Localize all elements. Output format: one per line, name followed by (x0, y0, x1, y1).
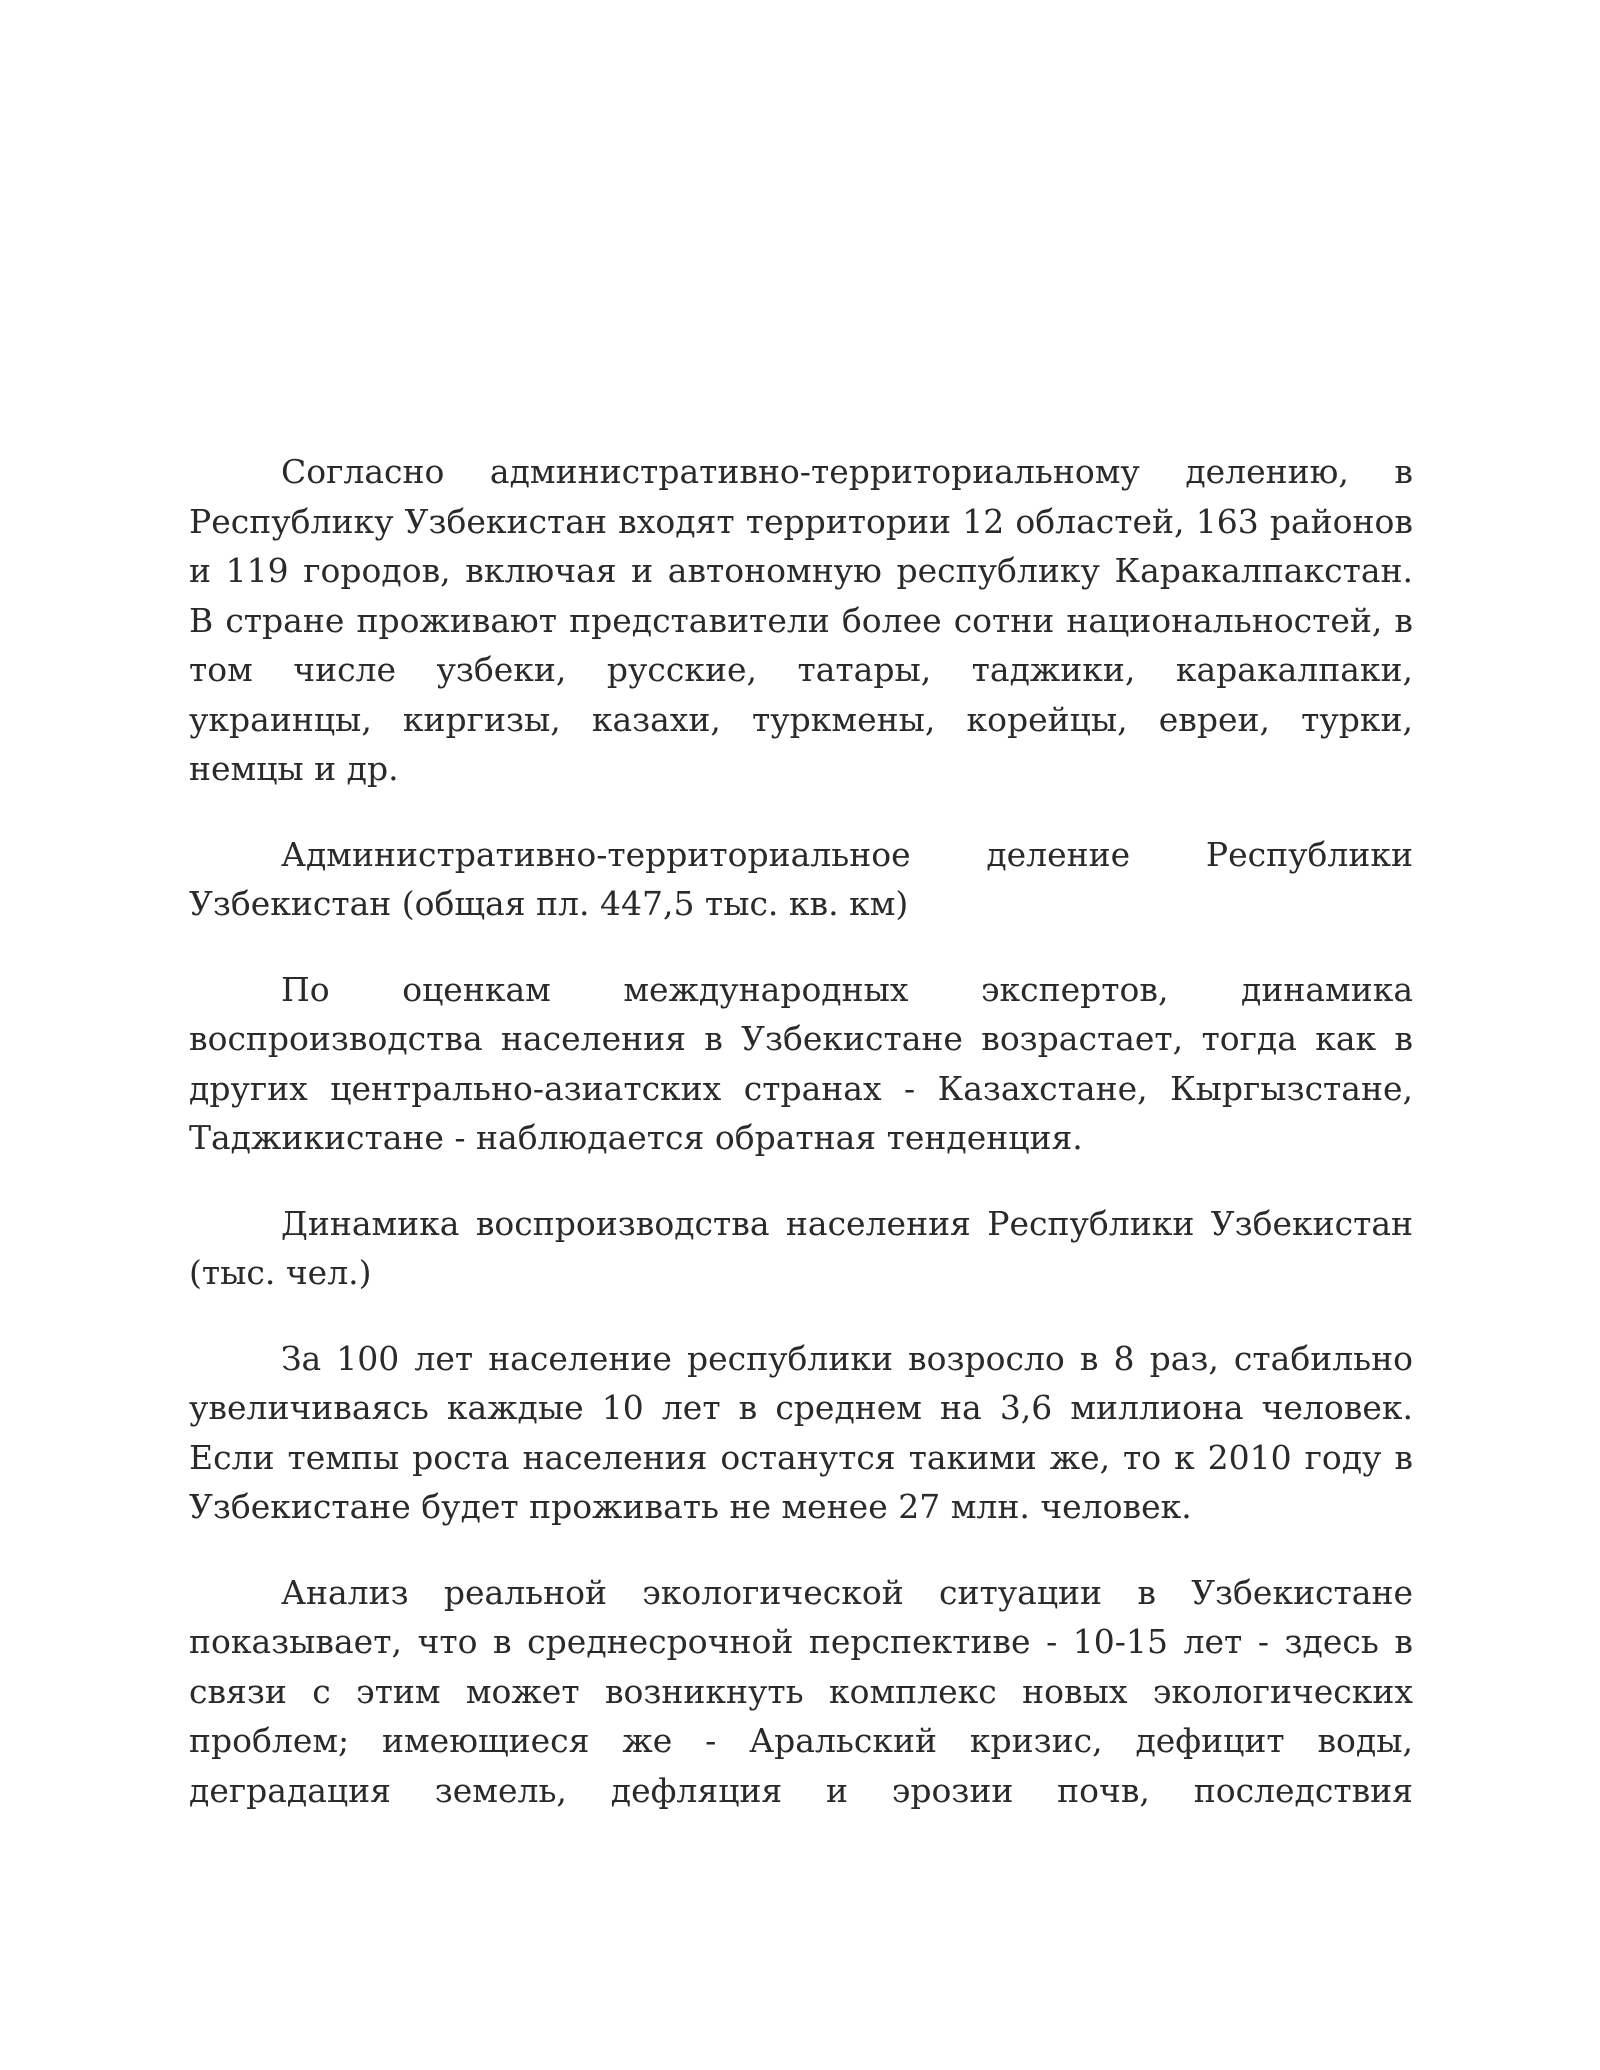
paragraph-population-dynamics: По оценкам международных экспертов, динамика воспроизводства населения в Узбекистане возрастает, тогда как в других центрально-азиатских странах - Казахстане, Кыргызстане, Таджикистане - наблюдается обратная тенденция. (189, 969, 1413, 1157)
paragraph-administrative-division: Согласно административно-территориальному делению, в Республику Узбекистан входят территории 12 областей, 163 районов и 119 городов, включая и автономную республику Каракалпакстан. В стране проживают представители более сотни национальностей, в том числе узбеки, русские, татары, таджики, каракалпаки, украинцы, киргизы, казахи, туркмены, корейцы, евреи, турки, немцы и др. (189, 452, 1413, 788)
paragraph-ecological-situation: Анализ реальной экологической ситуации в Узбекистане показывает, что в среднесрочной перспективе - 10-15 лет - здесь в связи с этим может возникнуть комплекс новых экологических проблем; имеющиеся же - Аральский кризис, дефицит воды, деградация земель, дефляция и эрозии почв, последствия (189, 1572, 1413, 1810)
paragraph-population-growth: За 100 лет население республики возросло в 8 раз, стабильно увеличиваясь каждые 10 лет в среднем на 3,6 миллиона человек. Если темпы роста населения останутся такими же, то к 2010 году в Узбекистане будет проживать не менее 27 млн. человек. (189, 1338, 1413, 1526)
document-body (189, 447, 1413, 1815)
caption-population-dynamics: Динамика воспроизводства населения Республики Узбекистан (тыс. чел.) (189, 1203, 1413, 1292)
caption-administrative-division: Административно-территориальное деление Республики Узбекистан (общая пл. 447,5 тыс. кв. км) (189, 834, 1413, 923)
